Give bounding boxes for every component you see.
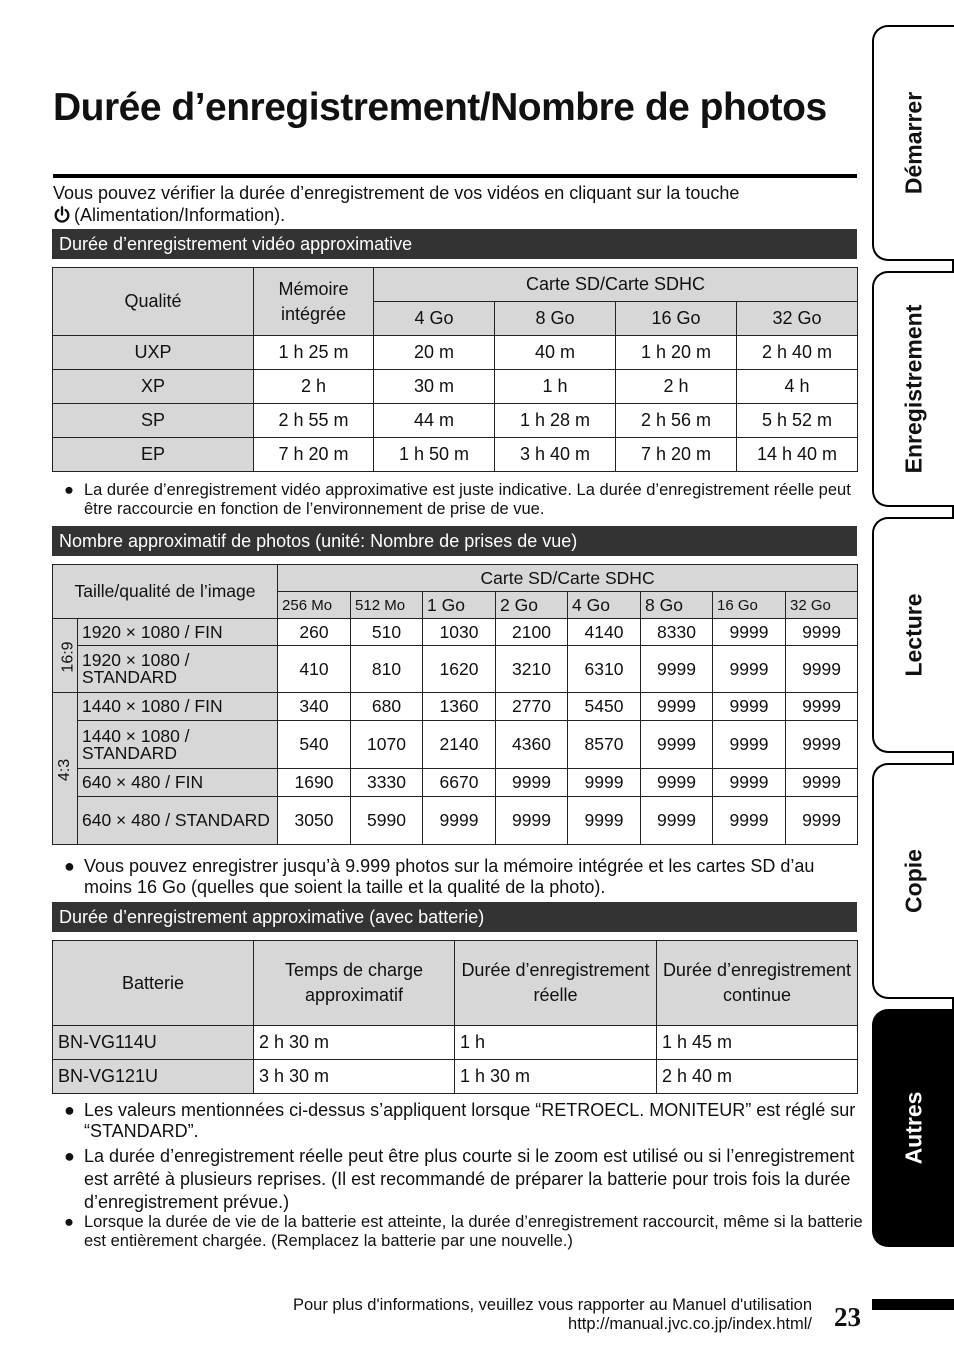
table-cell: 2770 <box>496 693 568 721</box>
photo-note-text: Vous pouvez enregistrer jusqu’à 9.999 photos sur la mémoire intégrée et les cartes SD d’au moins 16 Go (quelles que soient la taille et la qualité de la photo). <box>84 856 815 897</box>
header-size: 1 Go <box>423 592 496 619</box>
footer-reference <box>293 1296 812 1334</box>
header-image-size: Taille/qualité de l’image <box>53 565 278 619</box>
table-cell: 9999 <box>496 797 568 845</box>
table-cell: 260 <box>278 619 351 646</box>
page-bar <box>872 1299 954 1310</box>
table-cell: 40 m <box>495 336 616 370</box>
header-size: 256 Mo <box>278 592 351 619</box>
header-memory: Mémoire intégrée <box>254 268 374 336</box>
header-size: 8 Go <box>495 302 616 336</box>
table-row <box>53 619 858 646</box>
tab-demarrer[interactable] <box>872 25 954 261</box>
table-cell: 9999 <box>713 721 786 769</box>
table-cell: 1030 <box>423 619 496 646</box>
tab-label: Lecture <box>900 593 927 677</box>
header-size: 2 Go <box>496 592 568 619</box>
page-title: Durée d’enregistrement/Nombre de photos <box>53 86 827 129</box>
table-cell: 340 <box>278 693 351 721</box>
tab-label: Enregistrement <box>900 304 927 474</box>
photo-section-heading: Nombre approximatif de photos (unité: Nombre de prises de vue) <box>52 526 857 556</box>
battery-note <box>64 1145 864 1214</box>
battery-section-heading: Durée d’enregistrement approximative (avec batterie) <box>52 902 857 932</box>
table-cell: 9999 <box>496 769 568 797</box>
aspect-group <box>53 619 78 693</box>
table-cell: 8570 <box>568 721 641 769</box>
video-note-text: La durée d’enregistrement vidéo approximative est juste indicative. La durée d’enregistrement réelle peut être raccourcie en fonction de l’environnement de prise de vue. <box>84 481 851 518</box>
table-row <box>53 797 858 845</box>
table-cell: 2 h 40 m <box>657 1060 858 1094</box>
battery-header: Temps de charge approximatif <box>254 941 455 1026</box>
table-row <box>53 404 858 438</box>
table-cell: 9999 <box>786 693 858 721</box>
aspect-label: 4:3 <box>56 758 73 782</box>
table-cell: 9999 <box>641 693 713 721</box>
battery-note-text: Les valeurs mentionnées ci-dessus s’appliquent lorsque “RETROECL. MONITEUR” est réglé sur “STANDARD”. <box>84 1100 856 1141</box>
video-time-rows <box>53 336 858 472</box>
bullet: ● <box>64 856 75 876</box>
table-cell: 6310 <box>568 646 641 693</box>
table-cell: 1070 <box>351 721 423 769</box>
table-row <box>53 370 858 404</box>
table-row <box>53 721 858 769</box>
battery-table <box>52 940 858 1094</box>
table-cell: 20 m <box>374 336 495 370</box>
table-cell: 9999 <box>641 721 713 769</box>
tab-label: Démarrer <box>900 91 927 195</box>
photo-count-table <box>52 564 858 845</box>
table-cell: 7 h 20 m <box>254 438 374 472</box>
table-cell: 5990 <box>351 797 423 845</box>
table-cell: 1 h <box>455 1026 657 1060</box>
header-size: 4 Go <box>568 592 641 619</box>
photo-count-rows <box>53 619 858 845</box>
video-time-table <box>52 267 858 472</box>
title-rule <box>53 174 857 178</box>
tab-autres[interactable] <box>872 1009 954 1247</box>
table-cell: 2100 <box>496 619 568 646</box>
row-quality: XP <box>53 370 254 404</box>
footer-line-1: Pour plus d'informations, veuillez vous rapporter au Manuel d'utilisation <box>293 1296 812 1314</box>
table-cell: 3210 <box>496 646 568 693</box>
aspect-group <box>53 693 78 845</box>
table-cell: 9999 <box>713 797 786 845</box>
header-size: 16 Go <box>616 302 737 336</box>
table-row <box>53 646 858 693</box>
bullet: ● <box>64 1146 75 1166</box>
header-size: 32 Go <box>737 302 858 336</box>
table-cell: 1360 <box>423 693 496 721</box>
table-cell: 9999 <box>713 769 786 797</box>
row-quality: SP <box>53 404 254 438</box>
table-cell: 9999 <box>568 797 641 845</box>
row-quality: UXP <box>53 336 254 370</box>
video-section-heading: Durée d’enregistrement vidéo approximative <box>52 229 857 259</box>
tab-enregistrement[interactable] <box>872 271 954 507</box>
photo-note <box>64 856 864 898</box>
header-size: 512 Mo <box>351 592 423 619</box>
table-cell: BN-VG121U <box>53 1060 254 1094</box>
table-cell: 2 h 30 m <box>254 1026 455 1060</box>
table-cell: 7 h 20 m <box>616 438 737 472</box>
table-cell: 44 m <box>374 404 495 438</box>
table-cell: 1 h 25 m <box>254 336 374 370</box>
battery-note <box>64 1213 864 1251</box>
table-row <box>53 769 858 797</box>
table-cell: 410 <box>278 646 351 693</box>
table-cell: 9999 <box>641 797 713 845</box>
row-quality: EP <box>53 438 254 472</box>
table-cell: 510 <box>351 619 423 646</box>
table-cell: 9999 <box>786 797 858 845</box>
table-cell: 540 <box>278 721 351 769</box>
table-cell: 4 h <box>737 370 858 404</box>
table-cell: 2140 <box>423 721 496 769</box>
table-cell: 1 h 28 m <box>495 404 616 438</box>
table-cell: 3050 <box>278 797 351 845</box>
table-row <box>53 336 858 370</box>
row-size-quality: 1440 × 1080 / STANDARD <box>78 721 278 769</box>
battery-note-text: Lorsque la durée de vie de la batterie est atteinte, la durée d’enregistrement raccourcit, même si la batterie est entièrement chargée. (Remplacez la batterie par une nouvelle.) <box>84 1213 863 1250</box>
table-cell: 9999 <box>713 619 786 646</box>
table-cell: 1 h 45 m <box>657 1026 858 1060</box>
tab-lecture[interactable] <box>872 517 954 753</box>
table-cell: 1 h <box>495 370 616 404</box>
table-cell: 2 h 56 m <box>616 404 737 438</box>
battery-header: Durée d’enregistrement réelle <box>455 941 657 1026</box>
table-cell: 9999 <box>713 646 786 693</box>
battery-header-row <box>53 941 858 1026</box>
row-size-quality: 1920 × 1080 / FIN <box>78 619 278 646</box>
tab-label: Autres <box>900 1091 927 1165</box>
table-cell: 2 h 55 m <box>254 404 374 438</box>
table-cell: 2 h <box>254 370 374 404</box>
table-row <box>53 1026 858 1060</box>
table-row <box>53 1060 858 1094</box>
table-cell: 9999 <box>786 721 858 769</box>
battery-header: Durée d’enregistrement continue <box>657 941 858 1026</box>
header-size: 8 Go <box>641 592 713 619</box>
table-cell: 9999 <box>713 693 786 721</box>
row-size-quality: 1440 × 1080 / FIN <box>78 693 278 721</box>
intro-text-1: Vous pouvez vérifier la durée d’enregistrement de vos vidéos en cliquant sur la touche <box>53 183 740 203</box>
table-cell: 1690 <box>278 769 351 797</box>
table-cell: 4140 <box>568 619 641 646</box>
header-quality: Qualité <box>53 268 254 336</box>
table-cell: 9999 <box>786 646 858 693</box>
table-cell: 14 h 40 m <box>737 438 858 472</box>
tab-copie[interactable] <box>872 763 954 999</box>
table-cell: 9999 <box>786 769 858 797</box>
page-number: 23 <box>834 1302 861 1332</box>
table-cell: 3 h 40 m <box>495 438 616 472</box>
table-cell: 9999 <box>641 646 713 693</box>
table-cell: 8330 <box>641 619 713 646</box>
table-row <box>53 438 858 472</box>
header-card: Carte SD/Carte SDHC <box>278 565 858 592</box>
header-card: Carte SD/Carte SDHC <box>374 268 858 302</box>
footer-url[interactable]: http://manual.jvc.co.jp/index.html/ <box>568 1315 812 1333</box>
table-cell: 9999 <box>641 769 713 797</box>
table-cell: BN-VG114U <box>53 1026 254 1060</box>
table-cell: 4360 <box>496 721 568 769</box>
tab-label: Copie <box>900 849 927 913</box>
battery-note <box>64 1100 864 1142</box>
table-cell: 5 h 52 m <box>737 404 858 438</box>
table-cell: 1620 <box>423 646 496 693</box>
table-cell: 9999 <box>568 769 641 797</box>
table-cell: 2 h <box>616 370 737 404</box>
table-cell: 810 <box>351 646 423 693</box>
power-icon <box>53 206 71 224</box>
table-cell: 6670 <box>423 769 496 797</box>
battery-header: Batterie <box>53 941 254 1026</box>
aspect-label: 16:9 <box>59 641 77 673</box>
table-cell: 3 h 30 m <box>254 1060 455 1094</box>
battery-rows <box>53 1026 858 1094</box>
table-cell: 680 <box>351 693 423 721</box>
table-cell: 1 h 50 m <box>374 438 495 472</box>
table-row <box>53 693 858 721</box>
bullet: ● <box>64 1213 74 1231</box>
row-size-quality: 1920 × 1080 / STANDARD <box>78 646 278 693</box>
table-cell: 1 h 20 m <box>616 336 737 370</box>
bullet: ● <box>64 481 74 499</box>
header-size: 16 Go <box>713 592 786 619</box>
table-cell: 30 m <box>374 370 495 404</box>
video-note <box>64 481 864 519</box>
header-size: 32 Go <box>786 592 858 619</box>
intro-text-2: (Alimentation/Information). <box>74 205 286 225</box>
bullet: ● <box>64 1100 75 1120</box>
header-size: 4 Go <box>374 302 495 336</box>
table-cell: 5450 <box>568 693 641 721</box>
table-cell: 9999 <box>786 619 858 646</box>
table-cell: 1 h 30 m <box>455 1060 657 1094</box>
table-cell: 2 h 40 m <box>737 336 858 370</box>
row-size-quality: 640 × 480 / STANDARD <box>78 797 278 845</box>
table-cell: 3330 <box>351 769 423 797</box>
table-cell: 9999 <box>423 797 496 845</box>
battery-note-text: La durée d’enregistrement réelle peut être plus courte si le zoom est utilisé ou si l’enregistrement est arrêté à plusieurs reprises. (Il est recommandé de préparer la batterie pour trois fois la durée d’enregistrement prévue.) <box>84 1146 855 1212</box>
row-size-quality: 640 × 480 / FIN <box>78 769 278 797</box>
intro-paragraph <box>53 182 863 226</box>
